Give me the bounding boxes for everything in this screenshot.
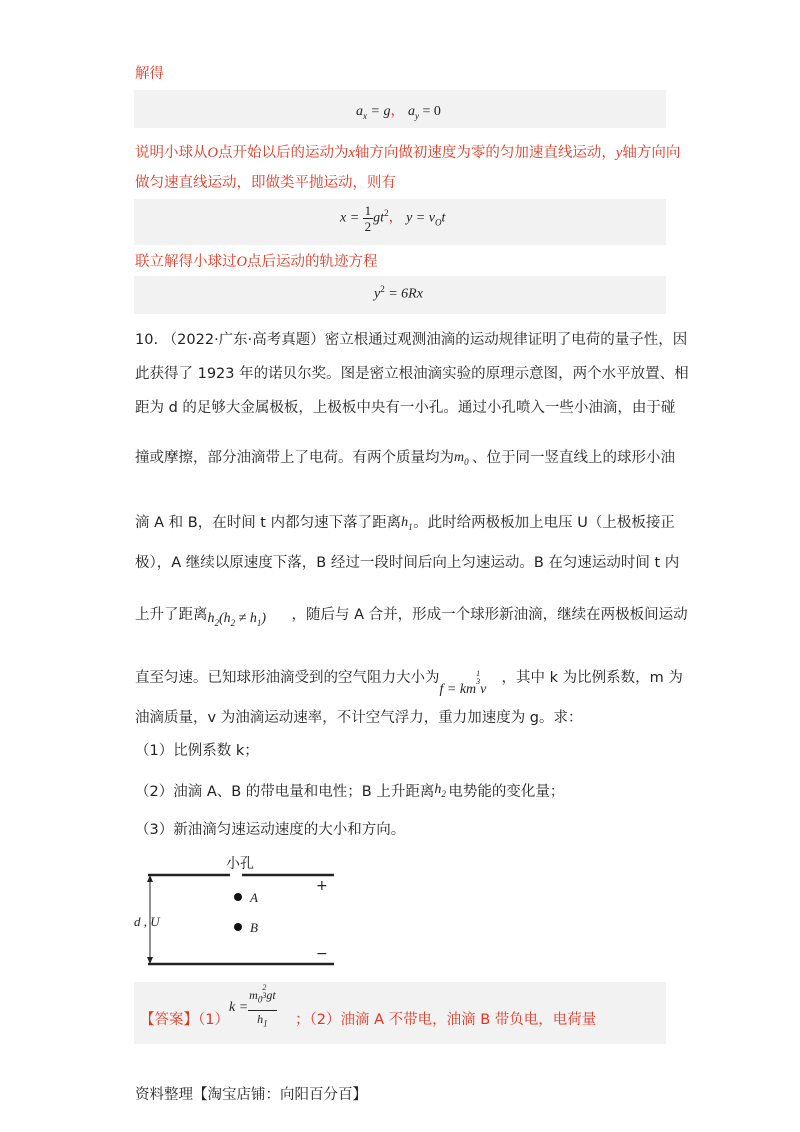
- problem-line-5: 滴 A 和 B，在时间 t 内都匀速下落了距离 $h_1$ 。此时给两极板加上电压 U（上极板接正: [135, 515, 675, 532]
- answer-line: 【答案】（1） k = $m_0$ 2 3 gt $h_1$ ；（2）油滴 A 不带电，油滴 B 带负电，电荷量: [140, 1004, 596, 1030]
- answer-tag: 【答案】: [140, 1012, 198, 1028]
- answer-k-formula: k = $m_0$ 2 3 gt $h_1$: [228, 983, 276, 1029]
- problem-line-1: 10. （2022·广东·高考真题）密立根通过观测油滴的运动规律证明了电荷的量子性，因: [135, 332, 688, 348]
- question-1: （1）比例系数 k；: [135, 743, 259, 759]
- solution-intro: 解得: [135, 66, 164, 82]
- equation-acceleration: $a_x = g$， $a_y = 0$: [356, 104, 441, 121]
- solution-explanation-line1: 说明小球从O点开始以后的运动为x轴方向做初速度为零的匀加速直线运动，y轴方向向: [135, 145, 681, 161]
- problem-line-6: 极），A 继续以原速度下落，B 经过一段时间后向上匀速运动。B 在匀速运动时间 t 内: [135, 555, 680, 571]
- footer-note: 资料整理【淘宝店铺：向阳百分百】: [135, 1087, 367, 1103]
- problem-line-4: 撞或摩擦，部分油滴带上了电荷。有两个质量均为 $m_0$ 、位于同一竖直线上的球形小油: [135, 450, 675, 467]
- question-2: （2）油滴 A、B 的带电量和电性；B 上升距离 $h_2$ 电势能的变化量；: [135, 782, 565, 800]
- minus-sign: −: [316, 946, 328, 962]
- equation-box-acceleration: [134, 90, 666, 128]
- plus-sign: +: [316, 878, 328, 894]
- hole-label: 小孔: [226, 856, 254, 872]
- question-3: （3）新油滴匀速运动速度的大小和方向。: [135, 822, 406, 838]
- equation-box-motion: [134, 199, 666, 245]
- equation-motion: x = $\frac{1}{2}$ $gt^2$， $y = v_Ot$: [340, 203, 446, 234]
- droplet-b: [234, 923, 242, 931]
- answer-box: [134, 982, 666, 1044]
- problem-line-9: 油滴质量，v 为油滴运动速率，不计空气浮力，重力加速度为 g。求：: [135, 710, 583, 726]
- problem-line-3: 距为 d 的足够大金属极板，上极板中央有一小孔。通过小孔喷入一些小油滴，由于碰: [135, 400, 676, 416]
- droplet-a-label: A: [250, 890, 258, 905]
- droplet-a: [234, 893, 242, 901]
- problem-line-8: 直至匀速。已知球形油滴受到的空气阻力大小为 f = km 1 3 v ，其中 k 为比例系数，m 为: [135, 669, 683, 697]
- equation-trajectory: $y^2 = 6Rx$: [374, 284, 423, 302]
- droplet-b-label: B: [250, 920, 258, 935]
- distance-voltage-label: d , U: [134, 914, 160, 929]
- solution-trajectory-intro: 联立解得小球过O点后运动的轨迹方程: [135, 254, 378, 270]
- problem-line-7: 上升了距离 $h_2(h_2 \ne h_1)$ ，随后与 A 合并，形成一个球形新油滴，继续在两极板间运动: [135, 607, 688, 628]
- equation-box-trajectory: [134, 276, 666, 314]
- solution-explanation-line2: 做匀速直线运动，即做类平抛运动，则有: [135, 175, 396, 191]
- problem-line-2: 此获得了 1923 年的诺贝尔奖。图是密立根油滴实验的原理示意图，两个水平放置、相: [135, 366, 689, 382]
- millikan-diagram: [130, 850, 350, 975]
